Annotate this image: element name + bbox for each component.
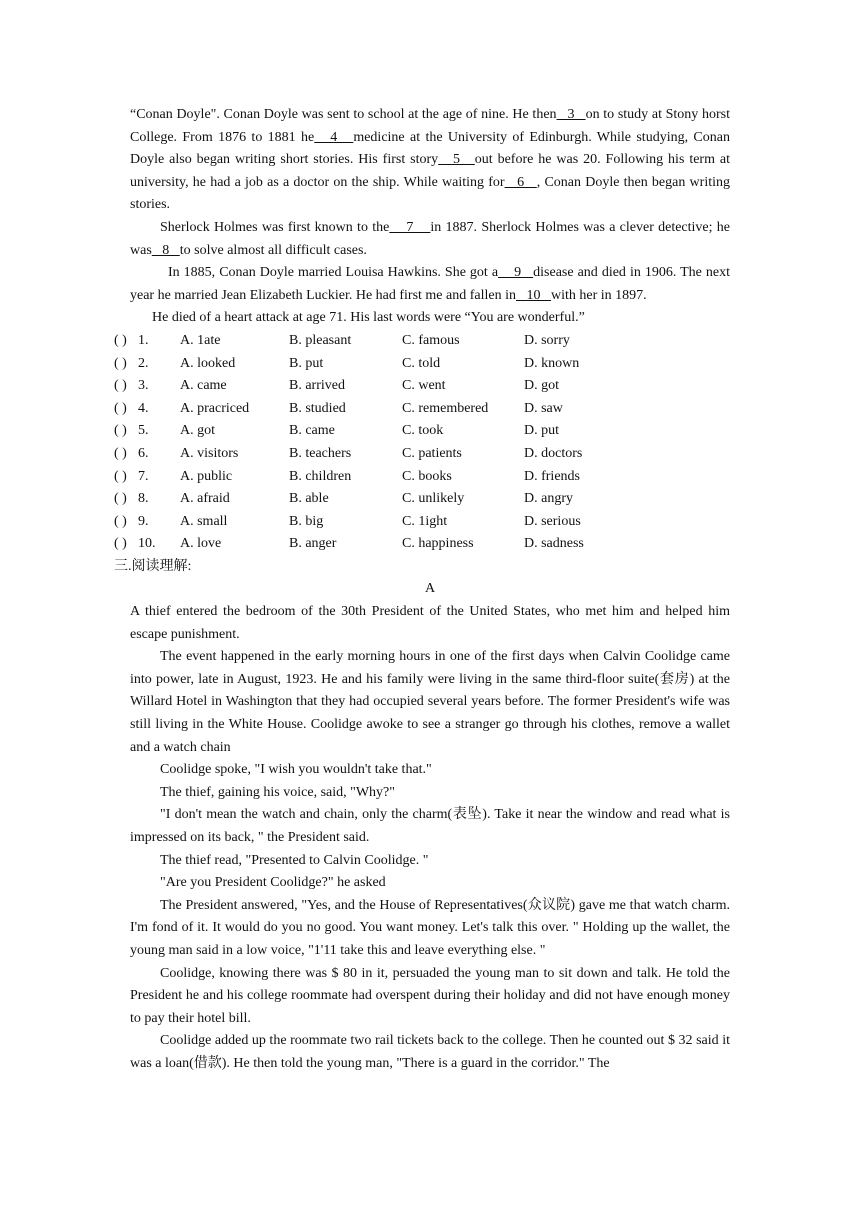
option-a: A. public xyxy=(180,468,233,484)
blank-8: 8 xyxy=(151,242,180,258)
option-c: C. books xyxy=(402,468,452,484)
blank-9: 9 xyxy=(498,265,534,281)
text-run: to solve almost all difficult cases. xyxy=(179,242,367,258)
option-d: D. doctors xyxy=(524,445,583,461)
answer-bracket[interactable]: ( ) xyxy=(114,445,127,461)
question-row-7 xyxy=(114,466,730,489)
blank-6: 6 xyxy=(504,174,537,190)
reading-paragraph: Coolidge, knowing there was $ 80 in it, persuaded the young man to sit down and talk. He told the President he and his college roommate had overspent during their holiday and did not have enough money to pay their hotel bill. xyxy=(130,965,730,1026)
option-c: C. told xyxy=(402,355,441,371)
question-number: 3. xyxy=(138,378,149,394)
option-a: A. came xyxy=(180,378,227,394)
blank-4: 4 xyxy=(314,129,354,145)
question-row-8 xyxy=(114,488,730,511)
option-d: D. sorry xyxy=(524,332,570,348)
section-heading: 三.阅读理解: xyxy=(114,558,192,574)
text-run: medicine at the University of Edinburgh. While studying, Conan Doyle also began writing short stories. His first story xyxy=(130,129,730,168)
option-b: B. pleasant xyxy=(289,332,352,348)
text-run: , Conan Doyle then began writing stories. xyxy=(130,174,730,213)
question-number: 10. xyxy=(138,536,156,552)
reading-paragraph: "Are you President Coolidge?" he asked xyxy=(160,875,386,891)
document-page xyxy=(114,104,731,1076)
question-number: 9. xyxy=(138,513,149,529)
option-b: B. able xyxy=(289,491,329,507)
option-b: B. anger xyxy=(289,536,337,552)
option-d: D. friends xyxy=(524,468,580,484)
text-run: in 1887. Sherlock Holmes was a clever detective; he was xyxy=(130,219,731,258)
blank-3: 3 xyxy=(556,107,586,122)
option-c: C. took xyxy=(402,423,444,439)
answer-bracket[interactable]: ( ) xyxy=(114,332,127,348)
option-c: C. famous xyxy=(402,332,460,348)
passage-paragraph-2 xyxy=(130,217,730,262)
reading-paragraph: "I don't mean the watch and chain, only the charm(表坠). Take it near the window and read what is impressed on its back, " the President said. xyxy=(130,807,730,845)
reading-paragraph: The thief, gaining his voice, said, "Why?" xyxy=(160,784,395,800)
option-a: A. got xyxy=(180,423,215,439)
text-run: “Conan Doyle". Conan Doyle was sent to school at the age of nine. He then xyxy=(130,107,557,122)
blank-10: 10 xyxy=(516,287,551,303)
option-d: D. serious xyxy=(524,513,581,529)
question-row-5 xyxy=(114,420,730,443)
part-label: A xyxy=(424,581,436,597)
text-run: Sherlock Holmes was first known to the xyxy=(160,219,390,235)
option-c: C. went xyxy=(402,378,446,394)
option-c: C. remembered xyxy=(402,400,489,416)
answer-bracket[interactable]: ( ) xyxy=(114,423,127,439)
question-row-4 xyxy=(114,398,730,421)
option-c: C. patients xyxy=(402,445,462,461)
answer-bracket[interactable]: ( ) xyxy=(114,355,127,371)
question-row-9 xyxy=(114,511,730,534)
text-run: out before he was 20. Following his term at university, he had a job as a doctor on the ship. While waiting for xyxy=(130,152,731,190)
option-b: B. big xyxy=(289,513,324,529)
reading-paragraph: Coolidge spoke, "I wish you wouldn't take that." xyxy=(160,762,432,778)
reading-paragraph: The event happened in the early morning hours in one of the first days when Calvin Coolidge came into power, late in August, 1923. He and his family were living in the same third-floor suite(套房) at the Willard Hotel in Washington that they had occupied several years before. The former President's wife was still living in the White House. Coolidge awoke to see a stranger go through his clothes, remove a wallet and a watch chain xyxy=(130,649,730,755)
answer-bracket[interactable]: ( ) xyxy=(114,400,127,416)
option-b: B. children xyxy=(289,468,352,484)
question-number: 6. xyxy=(138,445,149,461)
question-number: 1. xyxy=(138,332,149,348)
text-run: with her in 1897. xyxy=(551,287,647,303)
option-a: A. afraid xyxy=(180,491,230,507)
question-row-1 xyxy=(114,330,730,353)
text-run: on to study at Stony horst College. From 1876 to 1881 he xyxy=(130,107,730,145)
answer-bracket[interactable]: ( ) xyxy=(114,491,127,507)
option-c: C. unlikely xyxy=(402,491,465,507)
question-row-2 xyxy=(114,353,730,376)
option-b: B. arrived xyxy=(289,378,345,394)
text-run: In 1885, Conan Doyle married Louisa Hawkins. She got a xyxy=(168,265,499,281)
question-number: 8. xyxy=(138,491,149,507)
question-row-3 xyxy=(114,375,730,398)
question-number: 7. xyxy=(138,468,149,484)
option-a: A. small xyxy=(180,513,228,529)
passage-paragraph-3 xyxy=(130,262,730,307)
option-a: A. visitors xyxy=(180,445,239,461)
answer-bracket[interactable]: ( ) xyxy=(114,536,127,552)
reading-paragraph: Coolidge added up the roommate two rail tickets back to the college. Then he counted out $ 32 said it was a loan(借款). He then told the young man, "There is a guard in the corridor." The xyxy=(130,1033,730,1071)
question-row-10 xyxy=(114,533,730,556)
reading-paragraph: The thief read, "Presented to Calvin Coolidge. " xyxy=(160,852,429,868)
option-b: B. teachers xyxy=(289,445,352,461)
option-c: C. 1ight xyxy=(402,513,448,529)
reading-paragraph: The President answered, "Yes, and the House of Representatives(众议院) gave me that watch charm. I'm fond of it. It would do you no good. You want money. Let's talk this over. " Holding up the wallet, the young man said in a low voice, "1'11 take this and leave everything else. " xyxy=(130,897,730,958)
question-number: 4. xyxy=(138,400,149,416)
option-c: C. happiness xyxy=(402,536,474,552)
option-d: D. saw xyxy=(524,400,563,416)
option-b: B. came xyxy=(289,423,335,439)
option-a: A. pracriced xyxy=(180,400,250,416)
blank-5: 5 xyxy=(438,152,475,168)
option-b: B. studied xyxy=(289,400,346,416)
option-a: A. love xyxy=(180,536,222,552)
blank-7: 7 xyxy=(389,219,431,235)
option-b: B. put xyxy=(289,355,324,371)
answer-bracket[interactable]: ( ) xyxy=(114,513,127,529)
passage-paragraph-1 xyxy=(130,104,730,217)
question-list xyxy=(114,330,730,556)
passage-paragraph-4: He died of a heart attack at age 71. His last words were “You are wonderful.” xyxy=(152,310,585,326)
option-a: A. looked xyxy=(180,355,236,371)
question-number: 5. xyxy=(138,423,149,439)
option-d: D. put xyxy=(524,423,559,439)
reading-paragraph: A thief entered the bedroom of the 30th President of the United States, who met him and helped him escape punishment. xyxy=(130,604,730,642)
question-row-6 xyxy=(114,443,730,466)
option-d: D. known xyxy=(524,355,580,371)
option-d: D. got xyxy=(524,378,559,394)
question-number: 2. xyxy=(138,355,149,371)
option-a: A. 1ate xyxy=(180,332,221,348)
answer-bracket[interactable]: ( ) xyxy=(114,378,127,394)
text-run: disease and died in 1906. The next year he married Jean Elizabeth Luckier. He had first me and fallen in xyxy=(130,265,730,303)
option-d: D. angry xyxy=(524,491,573,507)
answer-bracket[interactable]: ( ) xyxy=(114,468,127,484)
option-d: D. sadness xyxy=(524,536,584,552)
